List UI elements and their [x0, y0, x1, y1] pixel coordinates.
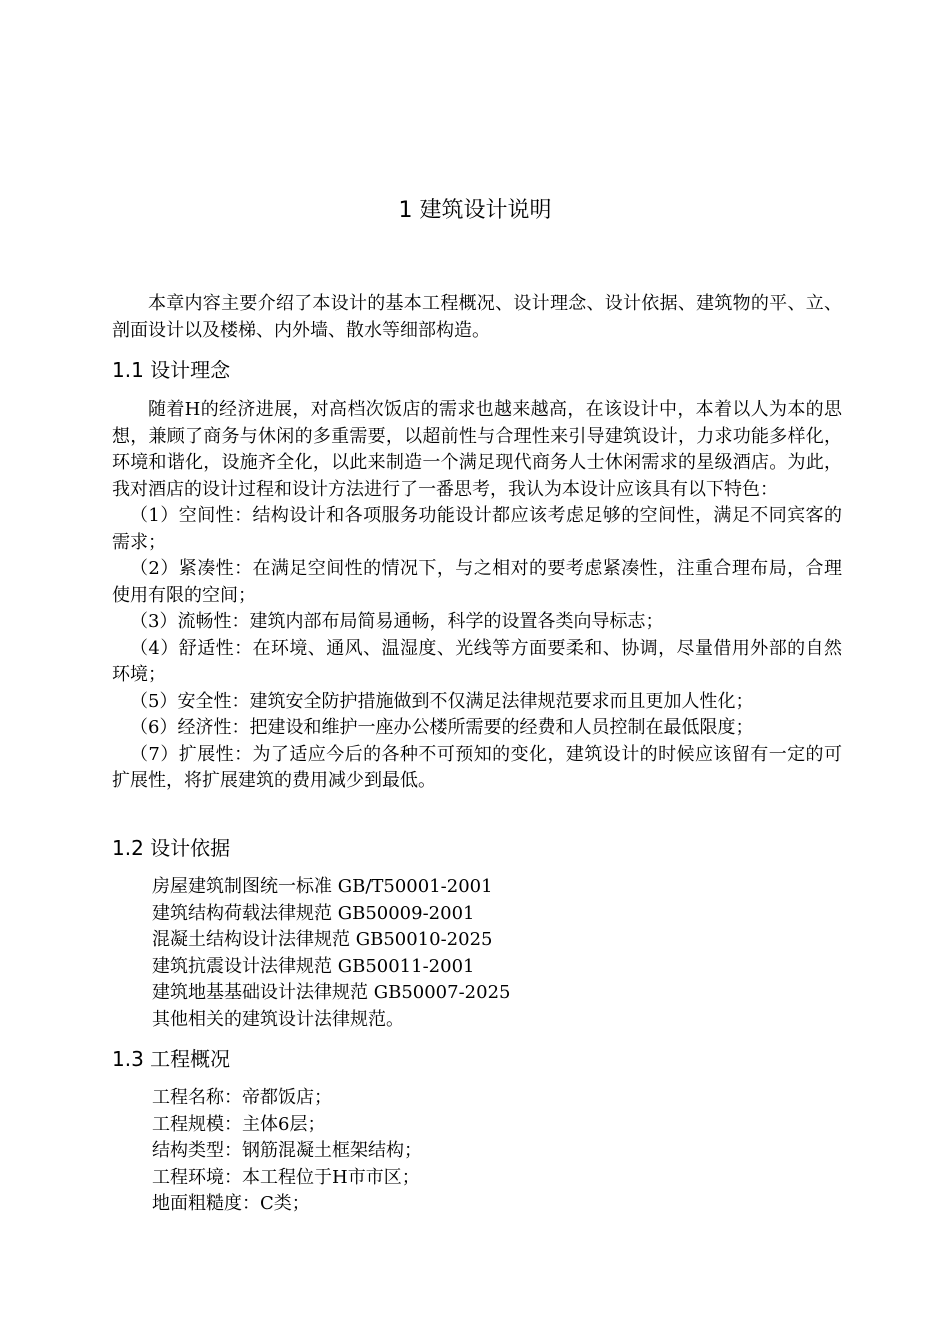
feature-item: （6）经济性：把建设和维护一座办公楼所需要的经费和人员控制在最低限度；	[130, 717, 754, 738]
feature-item: （2）紧凑性：在满足空间性的情况下，与之相对的要考虑紧凑性，注重合理布局，合理使用有限的空间；	[112, 558, 842, 606]
project-info-item: 工程环境：本工程位于H市市区；	[152, 1166, 420, 1188]
intro-block	[112, 291, 842, 344]
standard-item: 建筑抗震设计法律规范 GB50011-2001	[152, 955, 475, 977]
standard-item: 混凝土结构设计法律规范 GB50010-2025	[152, 929, 493, 950]
feature-item: （3）流畅性：建筑内部布局简易通畅，科学的设置各类向导标志；	[130, 611, 664, 632]
project-info-item: 工程名称：帝都饭店；	[152, 1087, 332, 1108]
standard-item: 房屋建筑制图统一标准 GB/T50001-2001	[152, 876, 493, 897]
standard-item: 建筑地基基础设计法律规范 GB50007-2025	[152, 982, 511, 1003]
section-1-3-body	[112, 1085, 842, 1218]
chapter-title: 1 建筑设计说明	[398, 198, 552, 223]
feature-item: （7）扩展性：为了适应今后的各种不可预知的变化，建筑设计的时候应该留有一定的可扩展性，将扩展建筑的费用减少到最低。	[112, 743, 842, 791]
feature-item: （5）安全性：建筑安全防护措施做到不仅满足法律规范要求而且更加人性化；	[130, 690, 754, 712]
design-concept-paragraph: 随着H的经济进展，对高档次饭店的需求也越来越高，在该设计中，本着以人为本的思想，兼顾了商务与休闲的多重需要，以超前性与合理性来引导建筑设计，力求功能多样化，环境和谐化，设施齐全化，以此来制造一个满足现代商务人士休闲需求的星级酒店。为此，我对酒店的设计过程和设计方法进行了一番思考，我认为本设计应该具有以下特色：	[112, 399, 842, 500]
standard-item: 其他相关的建筑设计法律规范。	[152, 1008, 404, 1030]
section-heading-1-1: 1.1 设计理念	[112, 358, 231, 382]
section-1-2-body	[112, 874, 842, 1033]
section-1-1-body	[112, 397, 842, 795]
section-heading-1-3: 1.3 工程概况	[112, 1047, 231, 1071]
intro-paragraph: 本章内容主要介绍了本设计的基本工程概况、设计理念、设计依据、建筑物的平、立、剖面设计以及楼梯、内外墙、散水等细部构造。	[112, 293, 842, 341]
standard-item: 建筑结构荷载法律规范 GB50009-2001	[152, 902, 475, 924]
project-info-item: 地面粗糙度：C类；	[152, 1193, 310, 1214]
feature-item: （4）舒适性：在环境、通风、温湿度、光线等方面要柔和、协调，尽量借用外部的自然环境；	[112, 637, 842, 685]
project-info-item: 结构类型：钢筋混凝土框架结构；	[152, 1140, 422, 1161]
section-heading-1-2: 1.2 设计依据	[112, 836, 231, 860]
feature-item: （1）空间性：结构设计和各项服务功能设计都应该考虑足够的空间性，满足不同宾客的需求；	[112, 505, 842, 553]
project-info-item: 工程规模：主体6层；	[152, 1113, 326, 1135]
